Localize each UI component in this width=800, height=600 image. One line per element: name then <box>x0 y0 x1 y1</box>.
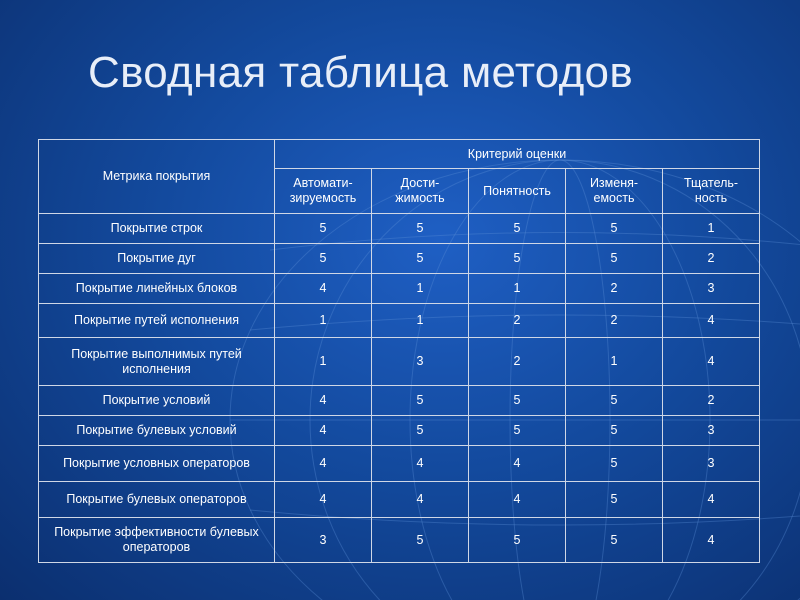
criteria-column-header: Изменя- емость <box>566 169 663 214</box>
score-cell: 5 <box>372 214 469 244</box>
score-cell: 1 <box>275 304 372 338</box>
metric-cell: Покрытие дуг <box>39 244 275 274</box>
score-cell: 3 <box>663 416 760 446</box>
score-cell: 5 <box>566 518 663 563</box>
table-row <box>39 416 760 446</box>
score-cell: 3 <box>663 274 760 304</box>
score-cell: 1 <box>372 274 469 304</box>
score-cell: 3 <box>372 338 469 386</box>
score-cell: 3 <box>275 518 372 563</box>
score-cell: 4 <box>663 482 760 518</box>
score-cell: 2 <box>469 304 566 338</box>
score-cell: 4 <box>275 386 372 416</box>
score-cell: 4 <box>469 446 566 482</box>
score-cell: 5 <box>566 482 663 518</box>
score-cell: 2 <box>566 304 663 338</box>
score-cell: 5 <box>566 214 663 244</box>
score-cell: 2 <box>566 274 663 304</box>
table-row <box>39 482 760 518</box>
table-row <box>39 518 760 563</box>
metric-cell: Покрытие условий <box>39 386 275 416</box>
table-row <box>39 304 760 338</box>
score-cell: 4 <box>372 482 469 518</box>
score-cell: 4 <box>469 482 566 518</box>
score-cell: 2 <box>663 244 760 274</box>
table-row <box>39 386 760 416</box>
score-cell: 5 <box>372 244 469 274</box>
criteria-group-header: Критерий оценки <box>275 140 760 169</box>
criteria-column-header: Понятность <box>469 169 566 214</box>
score-cell: 2 <box>663 386 760 416</box>
score-cell: 4 <box>275 482 372 518</box>
score-cell: 5 <box>566 416 663 446</box>
metric-cell: Покрытие строк <box>39 214 275 244</box>
score-cell: 4 <box>372 446 469 482</box>
score-cell: 5 <box>566 446 663 482</box>
table-row <box>39 446 760 482</box>
score-cell: 5 <box>275 214 372 244</box>
metric-cell: Покрытие булевых операторов <box>39 482 275 518</box>
score-cell: 5 <box>469 386 566 416</box>
score-cell: 4 <box>663 304 760 338</box>
metric-cell: Покрытие линейных блоков <box>39 274 275 304</box>
score-cell: 5 <box>469 214 566 244</box>
score-cell: 4 <box>663 338 760 386</box>
table-row <box>39 274 760 304</box>
score-cell: 5 <box>372 386 469 416</box>
score-cell: 5 <box>469 416 566 446</box>
table-row <box>39 338 760 386</box>
criteria-column-header: Дости- жимость <box>372 169 469 214</box>
metric-column-header: Метрика покрытия <box>39 140 275 214</box>
score-cell: 4 <box>275 446 372 482</box>
score-cell: 4 <box>275 416 372 446</box>
score-cell: 1 <box>663 214 760 244</box>
score-cell: 1 <box>372 304 469 338</box>
score-cell: 1 <box>566 338 663 386</box>
score-cell: 5 <box>469 244 566 274</box>
criteria-column-header: Автомати- зируемость <box>275 169 372 214</box>
table-row <box>39 214 760 244</box>
metric-cell: Покрытие условных операторов <box>39 446 275 482</box>
score-cell: 5 <box>469 518 566 563</box>
score-cell: 5 <box>372 518 469 563</box>
metric-cell: Покрытие выполнимых путей исполнения <box>39 338 275 386</box>
score-cell: 5 <box>372 416 469 446</box>
table-row <box>39 244 760 274</box>
score-cell: 2 <box>469 338 566 386</box>
score-cell: 4 <box>275 274 372 304</box>
slide-title: Сводная таблица методов <box>88 48 633 97</box>
criteria-column-header: Тщатель- ность <box>663 169 760 214</box>
score-cell: 4 <box>663 518 760 563</box>
metric-cell: Покрытие путей исполнения <box>39 304 275 338</box>
score-cell: 1 <box>469 274 566 304</box>
score-cell: 5 <box>566 244 663 274</box>
score-cell: 5 <box>275 244 372 274</box>
summary-table <box>38 139 760 563</box>
score-cell: 5 <box>566 386 663 416</box>
score-cell: 3 <box>663 446 760 482</box>
metric-cell: Покрытие булевых условий <box>39 416 275 446</box>
score-cell: 1 <box>275 338 372 386</box>
metric-cell: Покрытие эффективности булевых операторов <box>39 518 275 563</box>
